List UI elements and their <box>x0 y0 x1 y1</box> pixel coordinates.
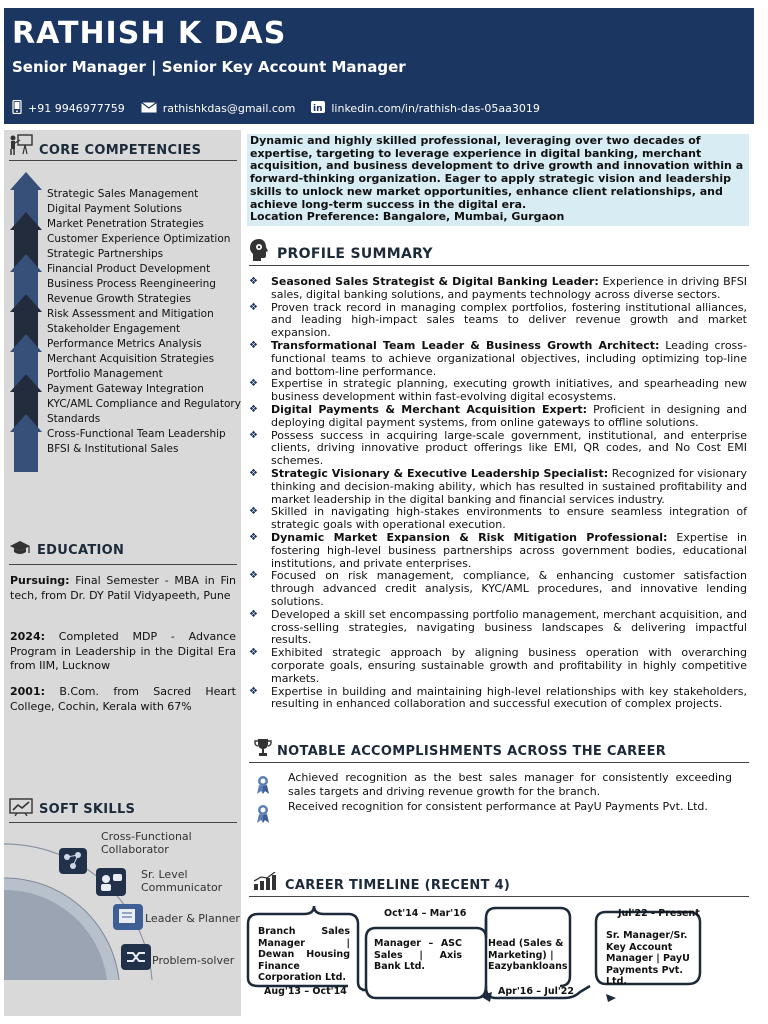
head-gear-icon <box>249 238 269 266</box>
education-entry <box>10 630 236 674</box>
linkedin-contact[interactable] <box>311 101 539 116</box>
competency-item: BFSI & Institutional Sales <box>47 443 179 455</box>
accomplishment-item: Achieved recognition as the best sales manager for consistently exceeding sales targets and driving revenue growth for the branch. <box>256 771 732 799</box>
communicator-icon <box>96 868 126 900</box>
education-label: Pursuing: <box>10 574 70 587</box>
education-text: B.Com. from Sacred Heart College, Cochin, Kerala with 67% <box>10 685 236 713</box>
linkedin-icon <box>311 101 325 116</box>
career-objective-text: Dynamic and highly skilled professional, leveraging over two decades of expertise, targeting to leverage experience in digital banking, merchant acquisition, and business development to drive growth and innovation within a forward-thinking organization. Eager to apply strategic vision and leadership skills to unlock new market opportunities, enhance client relationships, and achieve long-term success in the digital era. <box>250 134 744 211</box>
competency-item: Business Process Reengineering <box>47 278 216 290</box>
competency-item: Customer Experience Optimization <box>47 233 231 245</box>
education-label: 2024: <box>10 630 46 643</box>
diamond-bullet-icon: ❖ <box>249 647 258 659</box>
soft-skill-label: Sr. Level Communicator <box>141 868 223 894</box>
soft-skill-label: Problem-solver <box>152 954 235 967</box>
competency-item: Financial Product Development <box>47 263 211 275</box>
accomplishments-divider <box>249 762 749 763</box>
competency-item: Digital Payment Solutions <box>47 203 182 215</box>
profile-bullet: ❖ Possess success in acquiring large-scale government, institutional, and enterprise clients, driving innovative product offerings like EMI, QR codes, and No Cost EMI schemes. <box>249 428 747 468</box>
competency-item: Cross-Functional Team Leadership <box>47 428 226 440</box>
arrow-head <box>606 994 616 1002</box>
diamond-bullet-icon: ❖ <box>249 506 258 518</box>
profile-bullet: ❖ Developed a skill set encompassing portfolio management, merchant acquisition, and cross-selling strategies, navigating business landscapes & delivering impactful results. <box>249 607 747 647</box>
competencies-divider <box>9 160 237 161</box>
trophy-icon <box>253 737 273 761</box>
education-text: Final Semester - MBA in Fin tech, from Dr. DY Patil Vidyapeeth, Pune <box>10 574 236 602</box>
diamond-bullet-icon: ❖ <box>249 467 258 479</box>
collaboration-icon <box>59 848 87 878</box>
profile-bullet: ❖ Proven track record in managing complex portfolios, fostering institutional alliances, and leading high-impact sales teams to deliver revenue growth and market expansion. <box>249 300 747 340</box>
contact-bar <box>12 100 556 117</box>
career-objective-box <box>247 134 749 226</box>
diamond-bullet-icon: ❖ <box>249 378 258 390</box>
award-ribbon-icon <box>256 804 270 828</box>
profile-summary-list <box>249 276 747 711</box>
diamond-bullet-icon: ❖ <box>249 301 258 313</box>
profile-bullet: ❖ Transformational Team Leader & Business Growth Architect: Leading cross-functional teams to achieve organizational objectives, including optimizing top-line and bottom-line performance. <box>249 338 747 378</box>
accomplishments-list <box>256 771 732 815</box>
award-ribbon-icon <box>256 775 270 799</box>
timeline-date: Apr'16 – Jul'22 <box>498 986 575 997</box>
svg-text:in: in <box>313 104 323 113</box>
competency-item: Strategic Sales Management <box>47 188 199 200</box>
profile-bullet: ❖ Digital Payments & Merchant Acquisition Expert: Proficient in designing and deploying digital payment systems, from online gateways to offline solutions. <box>249 402 747 429</box>
soft-skill-label: Cross-Functional Collaborator <box>101 830 192 856</box>
soft-skills-heading-text: SOFT SKILLS <box>39 801 136 817</box>
education-label: 2001: <box>10 685 46 698</box>
diamond-bullet-icon: ❖ <box>249 531 258 543</box>
timeline-role: Branch Sales Manager | Dewan Housing Finance Corporation Ltd. <box>258 926 350 983</box>
email-address: rathishkdas@gmail.com <box>162 102 296 115</box>
skills-chart-icon <box>9 798 33 820</box>
education-entry <box>10 574 236 603</box>
presentation-board-icon <box>9 134 33 160</box>
profile-bullet: ❖ Expertise in building and maintaining high-level relationships with key stakeholders, resulting in enhanced collaboration and successful execution of complex projects. <box>249 684 747 711</box>
soft-skills-graphic <box>4 820 241 980</box>
timeline-divider <box>249 896 749 897</box>
mobile-phone-icon <box>12 100 22 117</box>
competency-item: Performance Metrics Analysis <box>47 338 202 350</box>
email-contact[interactable] <box>141 102 296 116</box>
diamond-bullet-icon: ❖ <box>249 276 258 287</box>
timeline-role: Sr. Manager/Sr. Key Account Manager | PayU Payments Pvt. Ltd. <box>606 930 690 987</box>
profile-heading-text: PROFILE SUMMARY <box>277 246 433 262</box>
career-timeline <box>244 902 754 1020</box>
diamond-bullet-icon: ❖ <box>249 429 258 441</box>
soft-skill-label: Leader & Planner <box>145 912 240 925</box>
education-heading <box>9 540 124 560</box>
accomplishments-heading <box>253 737 666 761</box>
profile-bullet: ❖ Skilled in navigating high-stakes environments to ensure seamless integration of strategic goals with operational execution. <box>249 505 747 532</box>
timeline-role: Manager – ASC Sales | Axis Bank Ltd. <box>374 938 462 972</box>
phone-number: +91 9946977759 <box>28 102 125 115</box>
profile-divider <box>249 265 749 266</box>
competency-item: Risk Assessment and Mitigation <box>47 308 214 320</box>
competency-item: Market Penetration Strategies <box>47 218 204 230</box>
left-sidebar <box>4 130 241 1016</box>
profile-bullet: ❖ Exhibited strategic approach by aligning business operation with overarching corporate goals, ensuring sustainable growth and profitability in highly competitive markets. <box>249 646 747 685</box>
profile-bullet: ❖ Dynamic Market Expansion & Risk Mitigation Professional: Expertise in fostering high-level business partnerships across government bodies, educational institutions, and private enterprises. <box>249 530 747 570</box>
competency-item: Revenue Growth Strategies <box>47 293 192 305</box>
soft-skills-heading <box>9 798 135 820</box>
education-divider <box>9 564 237 565</box>
education-text: Completed MDP - Advance Program in Leadership in the Digital Era from IIM, Lucknow <box>10 630 236 672</box>
competency-item: Payment Gateway Integration <box>47 383 204 395</box>
graduation-cap-icon <box>9 540 31 560</box>
profile-heading <box>249 238 433 266</box>
profile-bullet: ❖ Strategic Visionary & Executive Leadership Specialist: Recognized for visionary thinking and decision-making ability, which has resulted in sustained profitability and market leadership in the digital banking and financial services industry. <box>249 466 747 506</box>
competency-list <box>47 187 243 457</box>
accomplishment-item: Received recognition for consistent performance at PayU Payments Pvt. Ltd. <box>256 800 732 814</box>
competency-item: Portfolio Management <box>47 368 163 380</box>
competencies-heading <box>9 134 201 160</box>
profile-bullet: ❖ Focused on risk management, compliance, & enhancing customer satisfaction through advanced credit analysis, KYC/AML procedures, and innovative lending solutions. <box>249 569 747 608</box>
competency-item: KYC/AML Compliance and Regulatory Standards <box>47 398 241 425</box>
candidate-name: RATHISH K DAS <box>12 16 287 51</box>
competency-item: Merchant Acquisition Strategies <box>47 353 215 365</box>
accomplishments-heading-text: NOTABLE ACCOMPLISHMENTS ACROSS THE CAREER <box>277 743 667 759</box>
linkedin-url: linkedin.com/in/rathish-das-05aa3019 <box>331 102 540 115</box>
timeline-role: Head (Sales & Marketing) | Eazybankloans <box>488 938 568 972</box>
leader-planner-icon <box>113 904 143 934</box>
candidate-title: Senior Manager | Senior Key Account Manager <box>12 58 406 76</box>
education-heading-text: EDUCATION <box>37 542 125 558</box>
bar-chart-icon <box>253 872 277 894</box>
location-preference: Location Preference: Bangalore, Mumbai, Gurgaon <box>250 210 565 224</box>
diamond-bullet-icon: ❖ <box>249 608 258 620</box>
diamond-bullet-icon: ❖ <box>249 339 258 351</box>
timeline-date: Jul'22 - Present <box>618 908 700 919</box>
competency-item: Stakeholder Engagement <box>47 323 181 335</box>
profile-bullet: ❖ Seasoned Sales Strategist & Digital Banking Leader: Experience in driving BFSI sales, digital banking solutions, and payments technology across diverse sectors. <box>249 275 747 301</box>
competencies-heading-text: CORE COMPETENCIES <box>39 142 202 158</box>
timeline-heading-text: CAREER TIMELINE (RECENT 4) <box>285 877 511 893</box>
education-entry <box>10 685 236 714</box>
timeline-date: Oct'14 – Mar'16 <box>384 908 467 919</box>
timeline-heading <box>253 872 510 894</box>
diamond-bullet-icon: ❖ <box>249 570 258 582</box>
competency-item: Strategic Partnerships <box>47 248 164 260</box>
competency-arrows-graphic <box>10 172 42 492</box>
diamond-bullet-icon: ❖ <box>249 403 258 415</box>
timeline-date: Aug'13 – Oct'14 <box>264 986 347 997</box>
phone-contact[interactable] <box>12 100 125 117</box>
diamond-bullet-icon: ❖ <box>249 685 258 697</box>
problem-solver-icon <box>121 944 151 974</box>
envelope-icon <box>141 102 157 116</box>
profile-bullet: ❖ Expertise in strategic planning, executing growth initiatives, and spearheading new business development within fast-evolving digital ecosystems. <box>249 377 747 404</box>
header-banner <box>4 8 754 124</box>
